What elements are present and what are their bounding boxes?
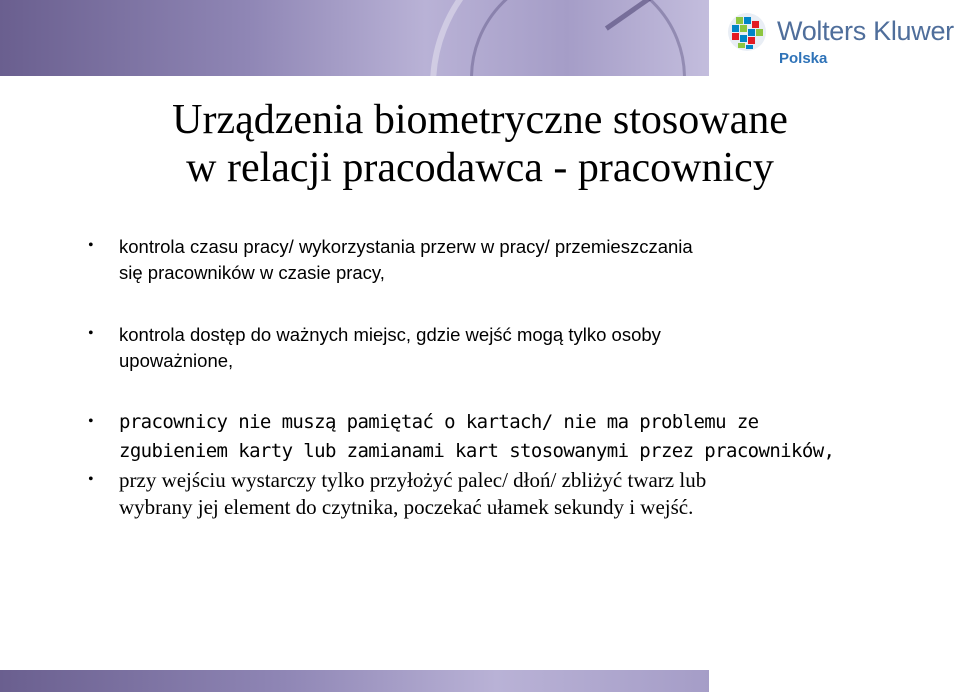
list-item (119, 408, 919, 466)
list-item-line: wybrany jej element do czytnika, poczekać ułamek sekundy i wejść. (119, 495, 694, 519)
bottom-decorative-band (0, 670, 709, 692)
clock-inner-decoration (470, 0, 686, 76)
list-item-line: kontrola czasu pracy/ wykorzystania przerw w pracy/ przemieszczania (119, 236, 693, 257)
wolters-kluwer-logo (727, 8, 960, 70)
list-item (119, 234, 919, 286)
page-title (0, 96, 960, 192)
list-item-line: zgubieniem karty lub zamianami kart stosowanymi przez pracowników, (119, 440, 835, 462)
logo-subtitle: Polska (779, 50, 828, 67)
list-item-line: przy wejściu wystarczy tylko przyłożyć palec/ dłoń/ zbliżyć twarz lub (119, 468, 707, 492)
wolters-kluwer-mosaic-icon (727, 12, 767, 52)
list-item-line: kontrola dostęp do ważnych miejsc, gdzie wejść mogą tylko osoby (119, 324, 661, 345)
title-line-2: w relacji pracodawca - pracownicy (186, 145, 774, 191)
list-item (119, 322, 919, 374)
top-decorative-band (0, 0, 709, 76)
bullet-marker: • (88, 471, 94, 488)
list-item (119, 467, 919, 521)
logo-name: Wolters Kluwer (777, 16, 954, 46)
list-item-line: upoważnione, (119, 350, 234, 371)
title-line-1: Urządzenia biometryczne stosowane (172, 97, 788, 143)
bullet-marker: • (88, 325, 94, 342)
list-item-line: pracownicy nie muszą pamiętać o kartach/ nie ma problemu ze (119, 411, 759, 433)
bullet-marker: • (88, 413, 94, 430)
list-item-line: się pracowników w czasie pracy, (119, 262, 385, 283)
bullet-marker: • (88, 237, 94, 254)
